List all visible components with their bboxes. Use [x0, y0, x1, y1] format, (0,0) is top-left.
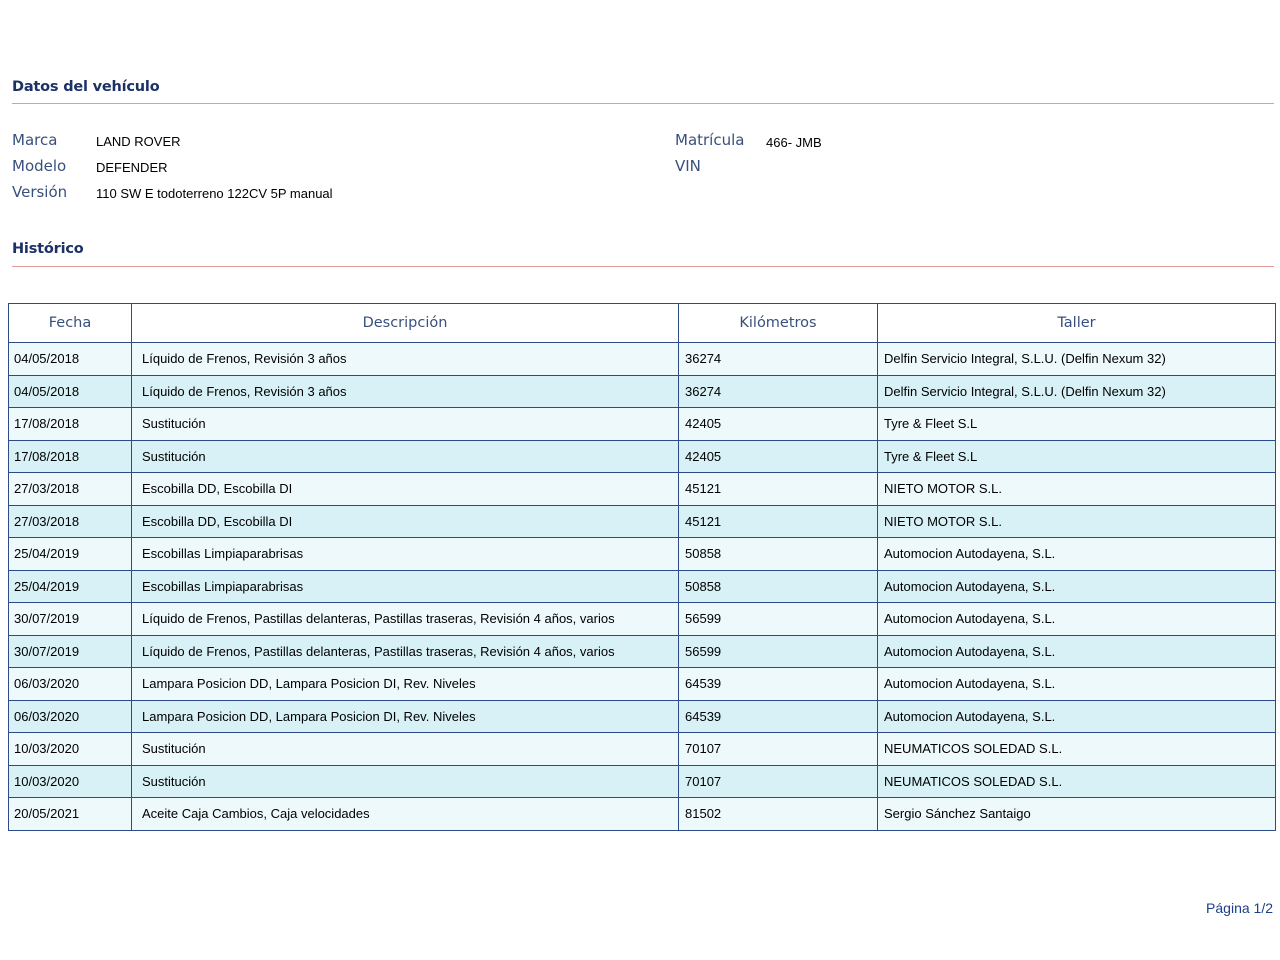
- cell-taller: NIETO MOTOR S.L.: [878, 473, 1276, 506]
- table-row: [9, 668, 1276, 701]
- table-row: [9, 408, 1276, 441]
- cell-descripcion: Escobillas Limpiaparabrisas: [132, 538, 679, 571]
- cell-kilometros: 50858: [679, 538, 878, 571]
- cell-descripcion: Sustitución: [132, 765, 679, 798]
- table-row: [9, 635, 1276, 668]
- cell-descripcion: Lampara Posicion DD, Lampara Posicion DI, Rev. Niveles: [132, 668, 679, 701]
- marca-label: Marca: [12, 131, 58, 149]
- table-row: [9, 570, 1276, 603]
- table-row: [9, 798, 1276, 831]
- column-header-fecha: Fecha: [9, 304, 132, 343]
- cell-fecha: 17/08/2018: [9, 408, 132, 441]
- table-row: [9, 375, 1276, 408]
- history-section-title: Histórico: [12, 241, 84, 257]
- cell-kilometros: 45121: [679, 473, 878, 506]
- cell-kilometros: 36274: [679, 375, 878, 408]
- cell-fecha: 25/04/2019: [9, 538, 132, 571]
- cell-taller: NEUMATICOS SOLEDAD S.L.: [878, 733, 1276, 766]
- table-row: [9, 343, 1276, 376]
- cell-taller: Tyre & Fleet S.L: [878, 440, 1276, 473]
- matricula-value: 466- JMB: [766, 135, 822, 150]
- cell-fecha: 25/04/2019: [9, 570, 132, 603]
- cell-kilometros: 64539: [679, 700, 878, 733]
- cell-kilometros: 56599: [679, 603, 878, 636]
- cell-kilometros: 56599: [679, 635, 878, 668]
- cell-fecha: 06/03/2020: [9, 700, 132, 733]
- table-row: [9, 700, 1276, 733]
- cell-fecha: 04/05/2018: [9, 375, 132, 408]
- cell-fecha: 20/05/2021: [9, 798, 132, 831]
- version-label: Versión: [12, 183, 68, 201]
- cell-taller: Delfin Servicio Integral, S.L.U. (Delfin Nexum 32): [878, 375, 1276, 408]
- cell-taller: Sergio Sánchez Santaigo: [878, 798, 1276, 831]
- cell-fecha: 10/03/2020: [9, 733, 132, 766]
- modelo-value: DEFENDER: [96, 160, 168, 175]
- cell-taller: NEUMATICOS SOLEDAD S.L.: [878, 765, 1276, 798]
- cell-fecha: 06/03/2020: [9, 668, 132, 701]
- cell-fecha: 27/03/2018: [9, 505, 132, 538]
- vin-label: VIN: [675, 157, 701, 175]
- cell-taller: Automocion Autodayena, S.L.: [878, 570, 1276, 603]
- cell-fecha: 17/08/2018: [9, 440, 132, 473]
- cell-descripcion: Escobillas Limpiaparabrisas: [132, 570, 679, 603]
- table-row: [9, 733, 1276, 766]
- cell-kilometros: 42405: [679, 440, 878, 473]
- matricula-label: Matrícula: [675, 131, 745, 149]
- vehicle-section-title: Datos del vehículo: [12, 79, 160, 95]
- cell-descripcion: Sustitución: [132, 440, 679, 473]
- marca-value: LAND ROVER: [96, 134, 181, 149]
- table-row: [9, 765, 1276, 798]
- cell-taller: Tyre & Fleet S.L: [878, 408, 1276, 441]
- table-row: [9, 538, 1276, 571]
- table-row: [9, 473, 1276, 506]
- cell-kilometros: 50858: [679, 570, 878, 603]
- cell-descripcion: Escobilla DD, Escobilla DI: [132, 473, 679, 506]
- column-header-kilometros: Kilómetros: [679, 304, 878, 343]
- cell-fecha: 27/03/2018: [9, 473, 132, 506]
- page-number: Página 1/2: [1206, 900, 1273, 916]
- cell-taller: Automocion Autodayena, S.L.: [878, 635, 1276, 668]
- cell-descripcion: Líquido de Frenos, Pastillas delanteras, Pastillas traseras, Revisión 4 años, varios: [132, 603, 679, 636]
- table-row: [9, 505, 1276, 538]
- cell-taller: Automocion Autodayena, S.L.: [878, 700, 1276, 733]
- cell-kilometros: 42405: [679, 408, 878, 441]
- cell-fecha: 30/07/2019: [9, 635, 132, 668]
- cell-fecha: 30/07/2019: [9, 603, 132, 636]
- cell-descripcion: Lampara Posicion DD, Lampara Posicion DI, Rev. Niveles: [132, 700, 679, 733]
- cell-descripcion: Sustitución: [132, 733, 679, 766]
- vehicle-section-divider: [12, 103, 1274, 104]
- table-row: [9, 603, 1276, 636]
- cell-taller: Automocion Autodayena, S.L.: [878, 538, 1276, 571]
- cell-fecha: 04/05/2018: [9, 343, 132, 376]
- cell-taller: NIETO MOTOR S.L.: [878, 505, 1276, 538]
- modelo-label: Modelo: [12, 157, 67, 175]
- cell-descripcion: Sustitución: [132, 408, 679, 441]
- cell-taller: Automocion Autodayena, S.L.: [878, 668, 1276, 701]
- history-section-divider: [12, 266, 1274, 267]
- history-table-header: [9, 304, 1276, 343]
- cell-kilometros: 64539: [679, 668, 878, 701]
- cell-descripcion: Líquido de Frenos, Revisión 3 años: [132, 375, 679, 408]
- cell-kilometros: 70107: [679, 765, 878, 798]
- cell-kilometros: 81502: [679, 798, 878, 831]
- column-header-descripcion: Descripción: [132, 304, 679, 343]
- cell-descripcion: Aceite Caja Cambios, Caja velocidades: [132, 798, 679, 831]
- cell-descripcion: Escobilla DD, Escobilla DI: [132, 505, 679, 538]
- history-table: [8, 303, 1276, 831]
- cell-kilometros: 45121: [679, 505, 878, 538]
- column-header-taller: Taller: [878, 304, 1276, 343]
- cell-kilometros: 70107: [679, 733, 878, 766]
- cell-descripcion: Líquido de Frenos, Pastillas delanteras, Pastillas traseras, Revisión 4 años, varios: [132, 635, 679, 668]
- cell-fecha: 10/03/2020: [9, 765, 132, 798]
- cell-taller: Delfin Servicio Integral, S.L.U. (Delfin Nexum 32): [878, 343, 1276, 376]
- cell-taller: Automocion Autodayena, S.L.: [878, 603, 1276, 636]
- table-row: [9, 440, 1276, 473]
- version-value: 110 SW E todoterreno 122CV 5P manual: [96, 186, 333, 201]
- cell-kilometros: 36274: [679, 343, 878, 376]
- cell-descripcion: Líquido de Frenos, Revisión 3 años: [132, 343, 679, 376]
